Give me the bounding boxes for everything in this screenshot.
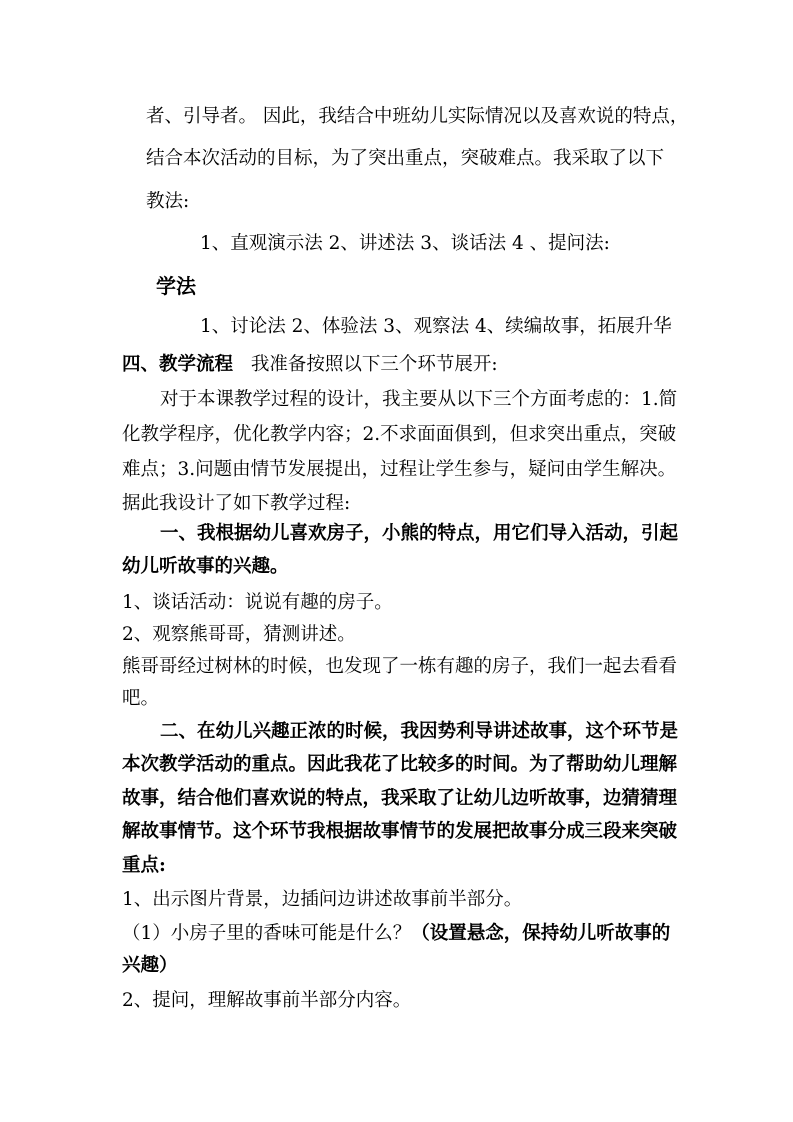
step-two-line-2: 本次教学活动的重点。因此我花了比较多的时间。为了帮助幼儿理解	[122, 754, 678, 775]
step-one-item-1: 1、谈话活动：说说有趣的房子。	[122, 592, 393, 613]
design-line-3: 难点；3.问题由情节发展提出，过程让学生参与，疑问由学生解决。	[122, 459, 677, 480]
intro-line-2: 结合本次活动的目标，为了突出重点，突破难点。我采取了以下	[146, 148, 665, 169]
step-one-line-2: 幼儿听故事的兴趣。	[122, 556, 289, 577]
step-two-line-3: 故事，结合他们喜欢说的特点，我采取了让幼儿边听故事，边猜猜理	[122, 788, 678, 809]
step-one-item-3-line-2: 吧。	[122, 688, 160, 709]
design-line-4: 据此我设计了如下教学过程:	[122, 493, 351, 514]
step-two-line-4: 解故事情节。这个环节我根据故事情节的发展把故事分成三段来突破	[122, 821, 678, 842]
intro-line-3: 教法:	[146, 191, 190, 212]
step-one-item-3-line-1: 熊哥哥经过树林的时候，也发现了一栋有趣的房子，我们一起去看看	[122, 656, 678, 677]
step-two-line-5: 重点:	[122, 855, 166, 876]
step-two-item-3: 2、提问，理解故事前半部分内容。	[122, 990, 412, 1011]
section-four-subtitle: 我准备按照以下三个环节展开:	[250, 354, 498, 375]
step-one-item-2: 2、观察熊哥哥，猜测讲述。	[122, 624, 356, 645]
step-two-line-1: 二、在幼儿兴趣正浓的时候，我因势利导讲述故事，这个环节是	[160, 721, 679, 742]
step-two-item-2	[122, 921, 670, 947]
step-two-item-1: 1、出示图片背景，边插问边讲述故事前半部分。	[122, 889, 523, 910]
step-two-item-2-note-line-2: 兴趣）	[122, 955, 178, 976]
design-line-2: 化教学程序，优化教学内容；2.不求面面俱到，但求突出重点，突破	[122, 424, 677, 445]
teaching-methods: 1、直观演示法 2、讲述法 3、谈话法 4 、提问法:	[200, 233, 610, 254]
section-four-heading	[122, 352, 498, 378]
step-one-line-1: 一、我根据幼儿喜欢房子，小熊的特点，用它们导入活动，引起	[160, 523, 679, 544]
intro-line-1: 者、引导者。 因此，我结合中班幼儿实际情况以及喜欢说的特点，	[146, 106, 689, 127]
step-two-item-2-note: （设置悬念，保持幼儿听故事的	[411, 923, 671, 944]
section-four-title: 四、教学流程	[122, 354, 234, 375]
learning-heading: 学法	[156, 274, 196, 298]
step-two-item-2-question: （1）小房子里的香味可能是什么？	[122, 923, 412, 944]
learning-methods: 1、讨论法 2、体验法 3、观察法 4、续编故事，拓展升华	[200, 316, 672, 337]
design-line-1: 对于本课教学过程的设计，我主要从以下三个方面考虑的：1.简	[160, 389, 678, 410]
